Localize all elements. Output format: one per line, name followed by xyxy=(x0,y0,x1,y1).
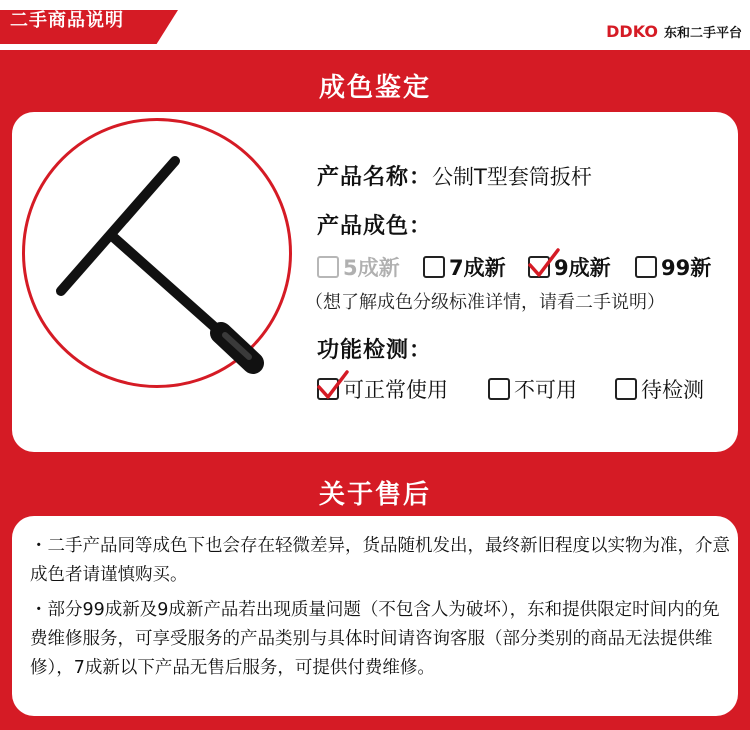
after-sales-paragraph-1: ・二手产品同等成色下也会存在轻微差异，货品随机发出，最终新旧程度以实物为准，介意成色者请谨慎购买。 xyxy=(30,536,730,585)
brand xyxy=(606,22,742,41)
after-sales-card xyxy=(12,516,738,716)
checkbox-pending[interactable] xyxy=(615,378,637,400)
checkbox-5[interactable] xyxy=(317,256,339,278)
section-tag-label: 二手商品说明 xyxy=(10,10,124,31)
condition-option-5[interactable] xyxy=(317,252,400,282)
brand-name: 东和二手平台 xyxy=(663,26,742,41)
condition-option-label: 5成新 xyxy=(343,256,400,280)
condition-row-label xyxy=(317,209,432,240)
condition-note: （想了解成色分级标准详情，请看二手说明） xyxy=(305,292,665,313)
after-sales-paragraph-2: ・部分99成新及9成新产品若出现质量问题（不包含人为破坏），东和提供限定时间内的免费维修服务，可享受服务的产品类别与具体时间请咨询客服（部分类别的商品无法提供维修），7成新以下产品无售后服务，可提供付费维修。 xyxy=(30,600,720,678)
checkbox-9[interactable] xyxy=(528,256,550,278)
function-option-label: 待检测 xyxy=(641,378,704,402)
product-name-row xyxy=(317,160,592,191)
function-option-label: 不可用 xyxy=(514,378,577,402)
product-name-label: 产品名称： xyxy=(317,165,433,190)
after-sales-section-title: 关于售后 xyxy=(318,480,431,510)
condition-label: 产品成色： xyxy=(317,214,433,239)
condition-option-label: 9成新 xyxy=(554,256,611,280)
t-wrench-image xyxy=(25,121,295,391)
function-option-pending[interactable] xyxy=(615,374,704,404)
condition-option-label: 7成新 xyxy=(449,256,506,280)
condition-option-99[interactable] xyxy=(635,252,711,282)
condition-option-label: 99新 xyxy=(661,256,712,280)
function-option-usable[interactable] xyxy=(317,374,448,404)
function-row-label xyxy=(317,333,432,364)
function-label: 功能检测： xyxy=(317,338,433,363)
checkbox-unusable[interactable] xyxy=(488,378,510,400)
product-image-frame xyxy=(22,118,292,388)
product-name-value: 公制T型套筒扳杆 xyxy=(432,165,592,189)
top-bar xyxy=(0,0,750,50)
condition-option-7[interactable] xyxy=(423,252,506,282)
condition-section-title: 成色鉴定 xyxy=(318,73,431,103)
checkmark-icon xyxy=(316,370,350,404)
function-option-label: 可正常使用 xyxy=(343,378,448,402)
checkbox-7[interactable] xyxy=(423,256,445,278)
condition-card xyxy=(12,112,738,452)
condition-option-9[interactable] xyxy=(528,252,611,282)
brand-logo: DDKO xyxy=(606,22,658,41)
function-option-unusable[interactable] xyxy=(488,374,577,404)
checkbox-usable[interactable] xyxy=(317,378,339,400)
checkmark-icon xyxy=(527,248,561,282)
checkbox-99[interactable] xyxy=(635,256,657,278)
